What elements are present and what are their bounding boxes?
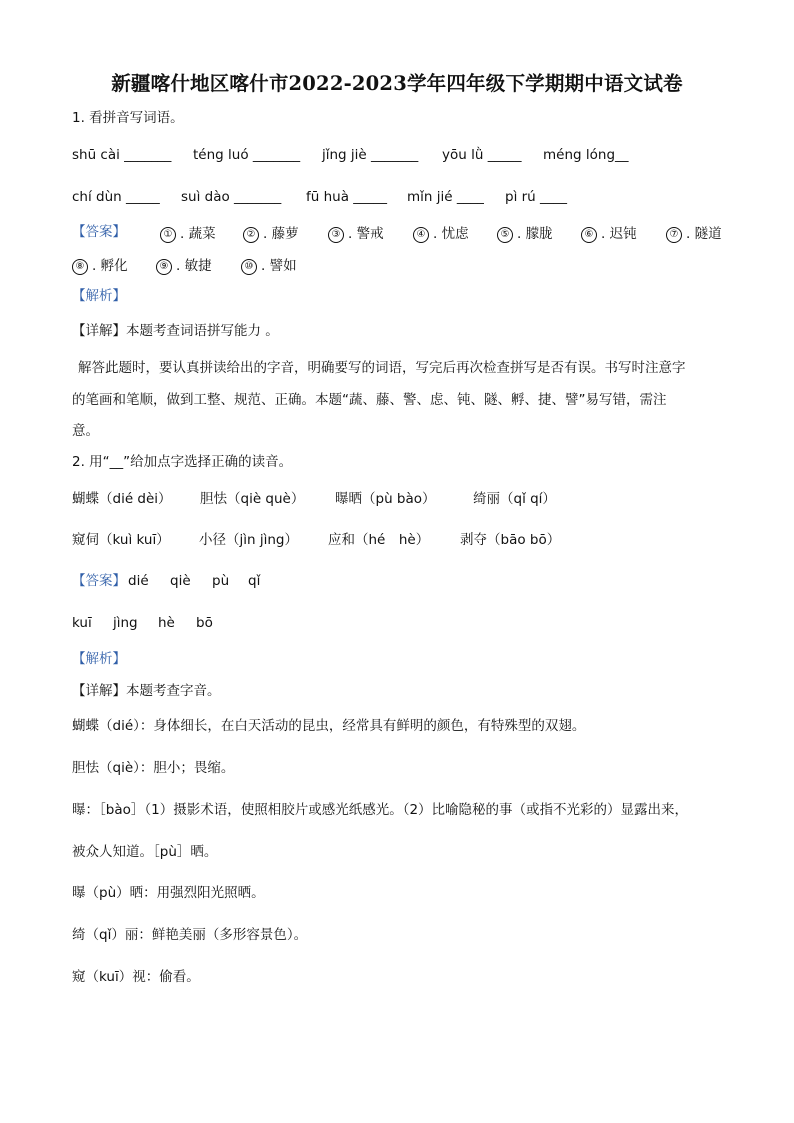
q2-option: 小径（jìn jìng）	[199, 532, 298, 548]
answer-item	[328, 222, 384, 243]
q2-option: 蝴蝶（dié dèi）	[72, 491, 172, 507]
answer-item	[243, 222, 299, 243]
answer-text: . 孵化	[92, 258, 128, 274]
q1-pinyin-item: jǐng jiè _______	[322, 147, 419, 163]
q2-option: 应和（hé hè）	[328, 532, 430, 548]
q2-option: 窥伺（kuì kuī）	[72, 532, 170, 548]
q2-answer: qiè	[170, 573, 191, 589]
circled-number: ⑤	[497, 227, 513, 243]
answer-text: . 朦胧	[517, 226, 553, 242]
answer-text: . 藤萝	[263, 226, 299, 242]
circled-number: ③	[328, 227, 344, 243]
q1-analysis-tag: 【解析】	[72, 288, 126, 304]
answer-item	[160, 222, 216, 243]
circled-number: ⑨	[156, 259, 172, 275]
answer-item	[156, 254, 212, 275]
q2-note: 胆怯（qiè）：胆小；畏缩。	[72, 760, 235, 776]
q1-answer-tag: 【答案】	[72, 224, 126, 240]
q1-pinyin-item: mǐn jié ____	[407, 189, 484, 205]
q2-detail: 【详解】本题考查字音。	[72, 683, 221, 699]
q2-note: 蝴蝶（dié）：身体细长，在白天活动的昆虫，经常具有鲜明的颜色，有特殊型的双翅。	[72, 718, 586, 734]
q1-explanation-line: 意。	[72, 423, 99, 439]
circled-number: ⑦	[666, 227, 682, 243]
circled-number: ④	[413, 227, 429, 243]
circled-number: ②	[243, 227, 259, 243]
q1-pinyin-item: pì rú ____	[505, 189, 568, 205]
q2-note: 曝（pù）晒：用强烈阳光照晒。	[72, 885, 265, 901]
answer-item	[241, 254, 297, 275]
answer-text: . 迟钝	[601, 226, 637, 242]
q2-answer: bō	[196, 615, 213, 631]
answer-text: . 譬如	[261, 258, 297, 274]
q1-prompt: 1. 看拼音写词语。	[72, 110, 184, 126]
circled-number: ⑥	[581, 227, 597, 243]
answer-item	[581, 222, 637, 243]
answer-text: . 隧道	[686, 226, 722, 242]
q1-explanation-line: 的笔画和笔顺，做到工整、规范、正确。本题“蔬、藤、警、虑、钝、隧、孵、捷、譬”易写错，需注	[72, 392, 667, 408]
q2-option: 剥夺（bāo bō）	[460, 532, 561, 548]
answer-text: . 敏捷	[176, 258, 212, 274]
q1-pinyin-item: chí dùn _____	[72, 189, 160, 205]
answer-item	[666, 222, 722, 243]
q2-option: 胆怯（qiè què）	[200, 491, 305, 507]
q1-pinyin-item: fū huà _____	[306, 189, 388, 205]
answer-text: . 警戒	[348, 226, 384, 242]
q2-answer-tag: 【答案】	[72, 573, 126, 589]
q2-answer: dié	[128, 573, 149, 589]
q1-pinyin-item: téng luó _______	[193, 147, 301, 163]
answer-text: . 蔬菜	[180, 226, 216, 242]
q1-pinyin-item: yōu lǜ _____	[442, 147, 522, 163]
q2-option: 绮丽（qǐ qí）	[473, 491, 556, 507]
q2-prompt: 2. 用“__”给加点字选择正确的读音。	[72, 454, 293, 470]
answer-item	[413, 222, 469, 243]
q1-pinyin-item: méng lóng__	[543, 147, 629, 163]
circled-number: ⑩	[241, 259, 257, 275]
q1-pinyin-item: shū cài _______	[72, 147, 172, 163]
q1-explanation-line: 解答此题时，要认真拼读给出的字音，明确要写的词语，写完后再次检查拼写是否有误。书写时注意字	[78, 360, 686, 376]
q2-note: 窥（kuī）视：偷看。	[72, 969, 200, 985]
q1-pinyin-item: suì dào _______	[181, 189, 282, 205]
q2-note: 被众人知道。［pù］晒。	[72, 844, 218, 860]
q2-answer: hè	[158, 615, 175, 631]
answer-text: . 忧虑	[433, 226, 469, 242]
circled-number: ⑧	[72, 259, 88, 275]
q1-detail: 【详解】本题考查词语拼写能力 。	[72, 323, 279, 339]
q2-note: 曝：［bào］（1）摄影术语，使照相胶片或感光纸感光。（2）比喻隐秘的事（或指不光彩的）显露出来，	[72, 802, 689, 818]
q2-answer: qǐ	[248, 573, 261, 589]
q2-analysis-tag: 【解析】	[72, 651, 126, 667]
q2-option: 曝晒（pù bào）	[335, 491, 436, 507]
q2-answer: pù	[212, 573, 230, 589]
q2-answer: kuī	[72, 615, 92, 631]
answer-item	[497, 222, 553, 243]
circled-number: ①	[160, 227, 176, 243]
q2-answer: jìng	[113, 615, 138, 631]
q2-note: 绮（qǐ）丽：鲜艳美丽（多形容景色）。	[72, 927, 308, 943]
answer-item	[72, 254, 128, 275]
document-title: 新疆喀什地区喀什市2022-2023学年四年级下学期期中语文试卷	[111, 72, 683, 95]
